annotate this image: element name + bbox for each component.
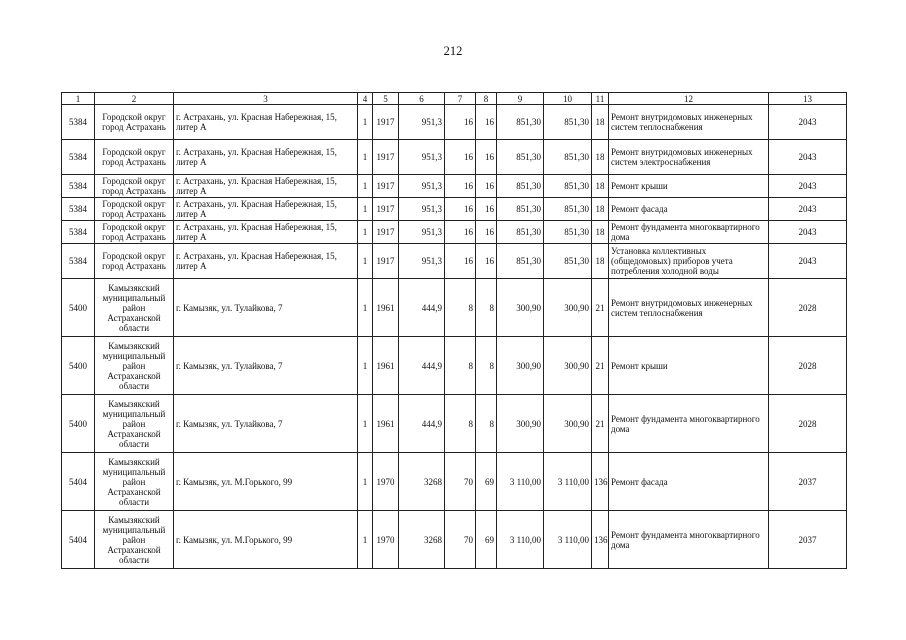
cell-area-total: 851,30 xyxy=(544,198,592,221)
cell-plan-year: 2037 xyxy=(769,511,847,569)
cell-address: г. Астрахань, ул. Красная Набережная, 15, литер А xyxy=(174,221,358,244)
cell-area-living: 3 110,00 xyxy=(497,511,544,569)
column-header-8: 8 xyxy=(476,93,497,105)
cell-year: 1961 xyxy=(373,337,399,395)
cell-residents: 16 xyxy=(476,198,497,221)
cell-count: 18 xyxy=(592,221,609,244)
cell-plan-year: 2043 xyxy=(769,221,847,244)
cell-municipality: Камызякский муниципальный район Астраханской области xyxy=(95,395,174,453)
column-header-1: 1 xyxy=(62,93,95,105)
cell-area-total: 851,30 xyxy=(544,105,592,140)
cell-residents: 16 xyxy=(476,221,497,244)
cell-house-id: 5404 xyxy=(62,453,95,511)
cell-address: г. Астрахань, ул. Красная Набережная, 15, литер А xyxy=(174,244,358,279)
cell-area: 951,3 xyxy=(399,175,445,198)
cell-work-type: Ремонт фундамента многоквартирного дома xyxy=(609,395,769,453)
column-number-row xyxy=(62,93,847,105)
cell-residents: 69 xyxy=(476,453,497,511)
cell-municipality: Камызякский муниципальный район Астраханской области xyxy=(95,453,174,511)
cell-work-type: Ремонт крыши xyxy=(609,175,769,198)
cell-area-total: 851,30 xyxy=(544,175,592,198)
cell-residents: 16 xyxy=(476,140,497,175)
cell-area-living: 851,30 xyxy=(497,175,544,198)
cell-area-living: 300,90 xyxy=(497,337,544,395)
cell-count: 21 xyxy=(592,395,609,453)
cell-plan-year: 2043 xyxy=(769,140,847,175)
cell-year: 1917 xyxy=(373,175,399,198)
cell-count: 21 xyxy=(592,279,609,337)
cell-municipality: Камызякский муниципальный район Астраханской области xyxy=(95,279,174,337)
column-header-6: 6 xyxy=(399,93,445,105)
cell-count: 18 xyxy=(592,175,609,198)
page-number: 212 xyxy=(443,44,463,58)
cell-year: 1961 xyxy=(373,395,399,453)
cell-count: 18 xyxy=(592,140,609,175)
cell-work-type: Ремонт фундамента многоквартирного дома xyxy=(609,511,769,569)
cell-buildings: 1 xyxy=(358,337,373,395)
cell-year: 1961 xyxy=(373,279,399,337)
cell-year: 1917 xyxy=(373,105,399,140)
cell-apartments: 16 xyxy=(445,175,476,198)
cell-count: 136 xyxy=(592,453,609,511)
cell-house-id: 5404 xyxy=(62,511,95,569)
cell-buildings: 1 xyxy=(358,140,373,175)
cell-apartments: 16 xyxy=(445,140,476,175)
table-row xyxy=(62,453,847,511)
cell-work-type: Ремонт крыши xyxy=(609,337,769,395)
cell-address: г. Камызяк, ул. М.Горького, 99 xyxy=(174,453,358,511)
cell-buildings: 1 xyxy=(358,279,373,337)
cell-area-total: 851,30 xyxy=(544,244,592,279)
cell-apartments: 8 xyxy=(445,337,476,395)
cell-municipality: Городской округ город Астрахань xyxy=(95,105,174,140)
cell-work-type: Ремонт внутридомовых инженерных систем теплоснабжения xyxy=(609,105,769,140)
cell-area: 444,9 xyxy=(399,337,445,395)
cell-municipality: Городской округ город Астрахань xyxy=(95,140,174,175)
cell-address: г. Камызяк, ул. М.Горького, 99 xyxy=(174,511,358,569)
cell-area: 951,3 xyxy=(399,221,445,244)
cell-work-type: Ремонт фундамента многоквартирного дома xyxy=(609,221,769,244)
cell-area-living: 3 110,00 xyxy=(497,453,544,511)
cell-house-id: 5384 xyxy=(62,105,95,140)
cell-work-type: Ремонт внутридомовых инженерных систем теплоснабжения xyxy=(609,279,769,337)
cell-house-id: 5384 xyxy=(62,198,95,221)
cell-area: 951,3 xyxy=(399,105,445,140)
cell-address: г. Астрахань, ул. Красная Набережная, 15, литер А xyxy=(174,198,358,221)
cell-buildings: 1 xyxy=(358,105,373,140)
cell-residents: 8 xyxy=(476,337,497,395)
cell-area-living: 851,30 xyxy=(497,198,544,221)
table-row xyxy=(62,105,847,140)
table-row xyxy=(62,279,847,337)
column-header-9: 9 xyxy=(497,93,544,105)
cell-house-id: 5384 xyxy=(62,244,95,279)
cell-year: 1970 xyxy=(373,511,399,569)
cell-plan-year: 2037 xyxy=(769,453,847,511)
cell-plan-year: 2028 xyxy=(769,279,847,337)
cell-plan-year: 2028 xyxy=(769,395,847,453)
cell-area: 3268 xyxy=(399,511,445,569)
cell-area-living: 851,30 xyxy=(497,105,544,140)
cell-plan-year: 2043 xyxy=(769,105,847,140)
cell-area: 3268 xyxy=(399,453,445,511)
cell-area-total: 3 110,00 xyxy=(544,453,592,511)
cell-area-total: 300,90 xyxy=(544,337,592,395)
cell-buildings: 1 xyxy=(358,244,373,279)
table-row xyxy=(62,140,847,175)
cell-work-type: Ремонт внутридомовых инженерных систем электроснабжения xyxy=(609,140,769,175)
cell-plan-year: 2043 xyxy=(769,244,847,279)
cell-address: г. Камызяк, ул. Тулайкова, 7 xyxy=(174,337,358,395)
cell-apartments: 16 xyxy=(445,198,476,221)
cell-area-living: 851,30 xyxy=(497,221,544,244)
cell-house-id: 5400 xyxy=(62,395,95,453)
column-header-12: 12 xyxy=(609,93,769,105)
cell-residents: 8 xyxy=(476,279,497,337)
cell-year: 1917 xyxy=(373,198,399,221)
table-row xyxy=(62,395,847,453)
cell-year: 1917 xyxy=(373,221,399,244)
cell-apartments: 8 xyxy=(445,279,476,337)
cell-municipality: Камызякский муниципальный район Астраханской области xyxy=(95,511,174,569)
cell-apartments: 70 xyxy=(445,511,476,569)
cell-count: 18 xyxy=(592,198,609,221)
column-header-10: 10 xyxy=(544,93,592,105)
cell-municipality: Городской округ город Астрахань xyxy=(95,244,174,279)
cell-buildings: 1 xyxy=(358,198,373,221)
cell-area: 444,9 xyxy=(399,279,445,337)
cell-address: г. Камызяк, ул. Тулайкова, 7 xyxy=(174,395,358,453)
cell-house-id: 5384 xyxy=(62,221,95,244)
table-row xyxy=(62,244,847,279)
cell-area-total: 300,90 xyxy=(544,395,592,453)
cell-area: 444,9 xyxy=(399,395,445,453)
cell-buildings: 1 xyxy=(358,453,373,511)
cell-area: 951,3 xyxy=(399,198,445,221)
cell-area: 951,3 xyxy=(399,244,445,279)
cell-area-total: 3 110,00 xyxy=(544,511,592,569)
cell-municipality: Городской округ город Астрахань xyxy=(95,198,174,221)
cell-buildings: 1 xyxy=(358,511,373,569)
cell-apartments: 16 xyxy=(445,221,476,244)
cell-municipality: Городской округ город Астрахань xyxy=(95,221,174,244)
cell-count: 136 xyxy=(592,511,609,569)
cell-year: 1917 xyxy=(373,244,399,279)
cell-buildings: 1 xyxy=(358,395,373,453)
column-header-2: 2 xyxy=(95,93,174,105)
table-row xyxy=(62,337,847,395)
cell-apartments: 70 xyxy=(445,453,476,511)
cell-year: 1917 xyxy=(373,140,399,175)
table-row xyxy=(62,175,847,198)
cell-house-id: 5400 xyxy=(62,337,95,395)
column-header-3: 3 xyxy=(174,93,358,105)
cell-area-total: 851,30 xyxy=(544,221,592,244)
cell-year: 1970 xyxy=(373,453,399,511)
cell-buildings: 1 xyxy=(358,221,373,244)
cell-count: 21 xyxy=(592,337,609,395)
cell-count: 18 xyxy=(592,244,609,279)
table-row xyxy=(62,198,847,221)
capital-repair-table xyxy=(61,92,847,569)
cell-residents: 16 xyxy=(476,105,497,140)
cell-apartments: 16 xyxy=(445,105,476,140)
cell-apartments: 16 xyxy=(445,244,476,279)
cell-residents: 69 xyxy=(476,511,497,569)
cell-area-total: 300,90 xyxy=(544,279,592,337)
cell-work-type: Установка коллективных (общедомовых) приборов учета потребления холодной воды xyxy=(609,244,769,279)
cell-area-living: 300,90 xyxy=(497,395,544,453)
cell-plan-year: 2028 xyxy=(769,337,847,395)
table-row xyxy=(62,221,847,244)
cell-residents: 16 xyxy=(476,175,497,198)
cell-house-id: 5384 xyxy=(62,140,95,175)
cell-residents: 16 xyxy=(476,244,497,279)
cell-address: г. Астрахань, ул. Красная Набережная, 15, литер А xyxy=(174,140,358,175)
cell-address: г. Астрахань, ул. Красная Набережная, 15, литер А xyxy=(174,105,358,140)
column-header-13: 13 xyxy=(769,93,847,105)
cell-buildings: 1 xyxy=(358,175,373,198)
cell-area: 951,3 xyxy=(399,140,445,175)
cell-plan-year: 2043 xyxy=(769,198,847,221)
cell-area-total: 851,30 xyxy=(544,140,592,175)
column-header-11: 11 xyxy=(592,93,609,105)
cell-house-id: 5400 xyxy=(62,279,95,337)
cell-plan-year: 2043 xyxy=(769,175,847,198)
cell-apartments: 8 xyxy=(445,395,476,453)
cell-municipality: Камызякский муниципальный район Астраханской области xyxy=(95,337,174,395)
cell-work-type: Ремонт фасада xyxy=(609,453,769,511)
table-body xyxy=(62,105,847,569)
cell-residents: 8 xyxy=(476,395,497,453)
cell-work-type: Ремонт фасада xyxy=(609,198,769,221)
cell-area-living: 851,30 xyxy=(497,140,544,175)
column-header-5: 5 xyxy=(373,93,399,105)
cell-area-living: 851,30 xyxy=(497,244,544,279)
table-row xyxy=(62,511,847,569)
column-header-7: 7 xyxy=(445,93,476,105)
cell-address: г. Камызяк, ул. Тулайкова, 7 xyxy=(174,279,358,337)
cell-area-living: 300,90 xyxy=(497,279,544,337)
cell-count: 18 xyxy=(592,105,609,140)
cell-house-id: 5384 xyxy=(62,175,95,198)
cell-address: г. Астрахань, ул. Красная Набережная, 15, литер А xyxy=(174,175,358,198)
cell-municipality: Городской округ город Астрахань xyxy=(95,175,174,198)
column-header-4: 4 xyxy=(358,93,373,105)
